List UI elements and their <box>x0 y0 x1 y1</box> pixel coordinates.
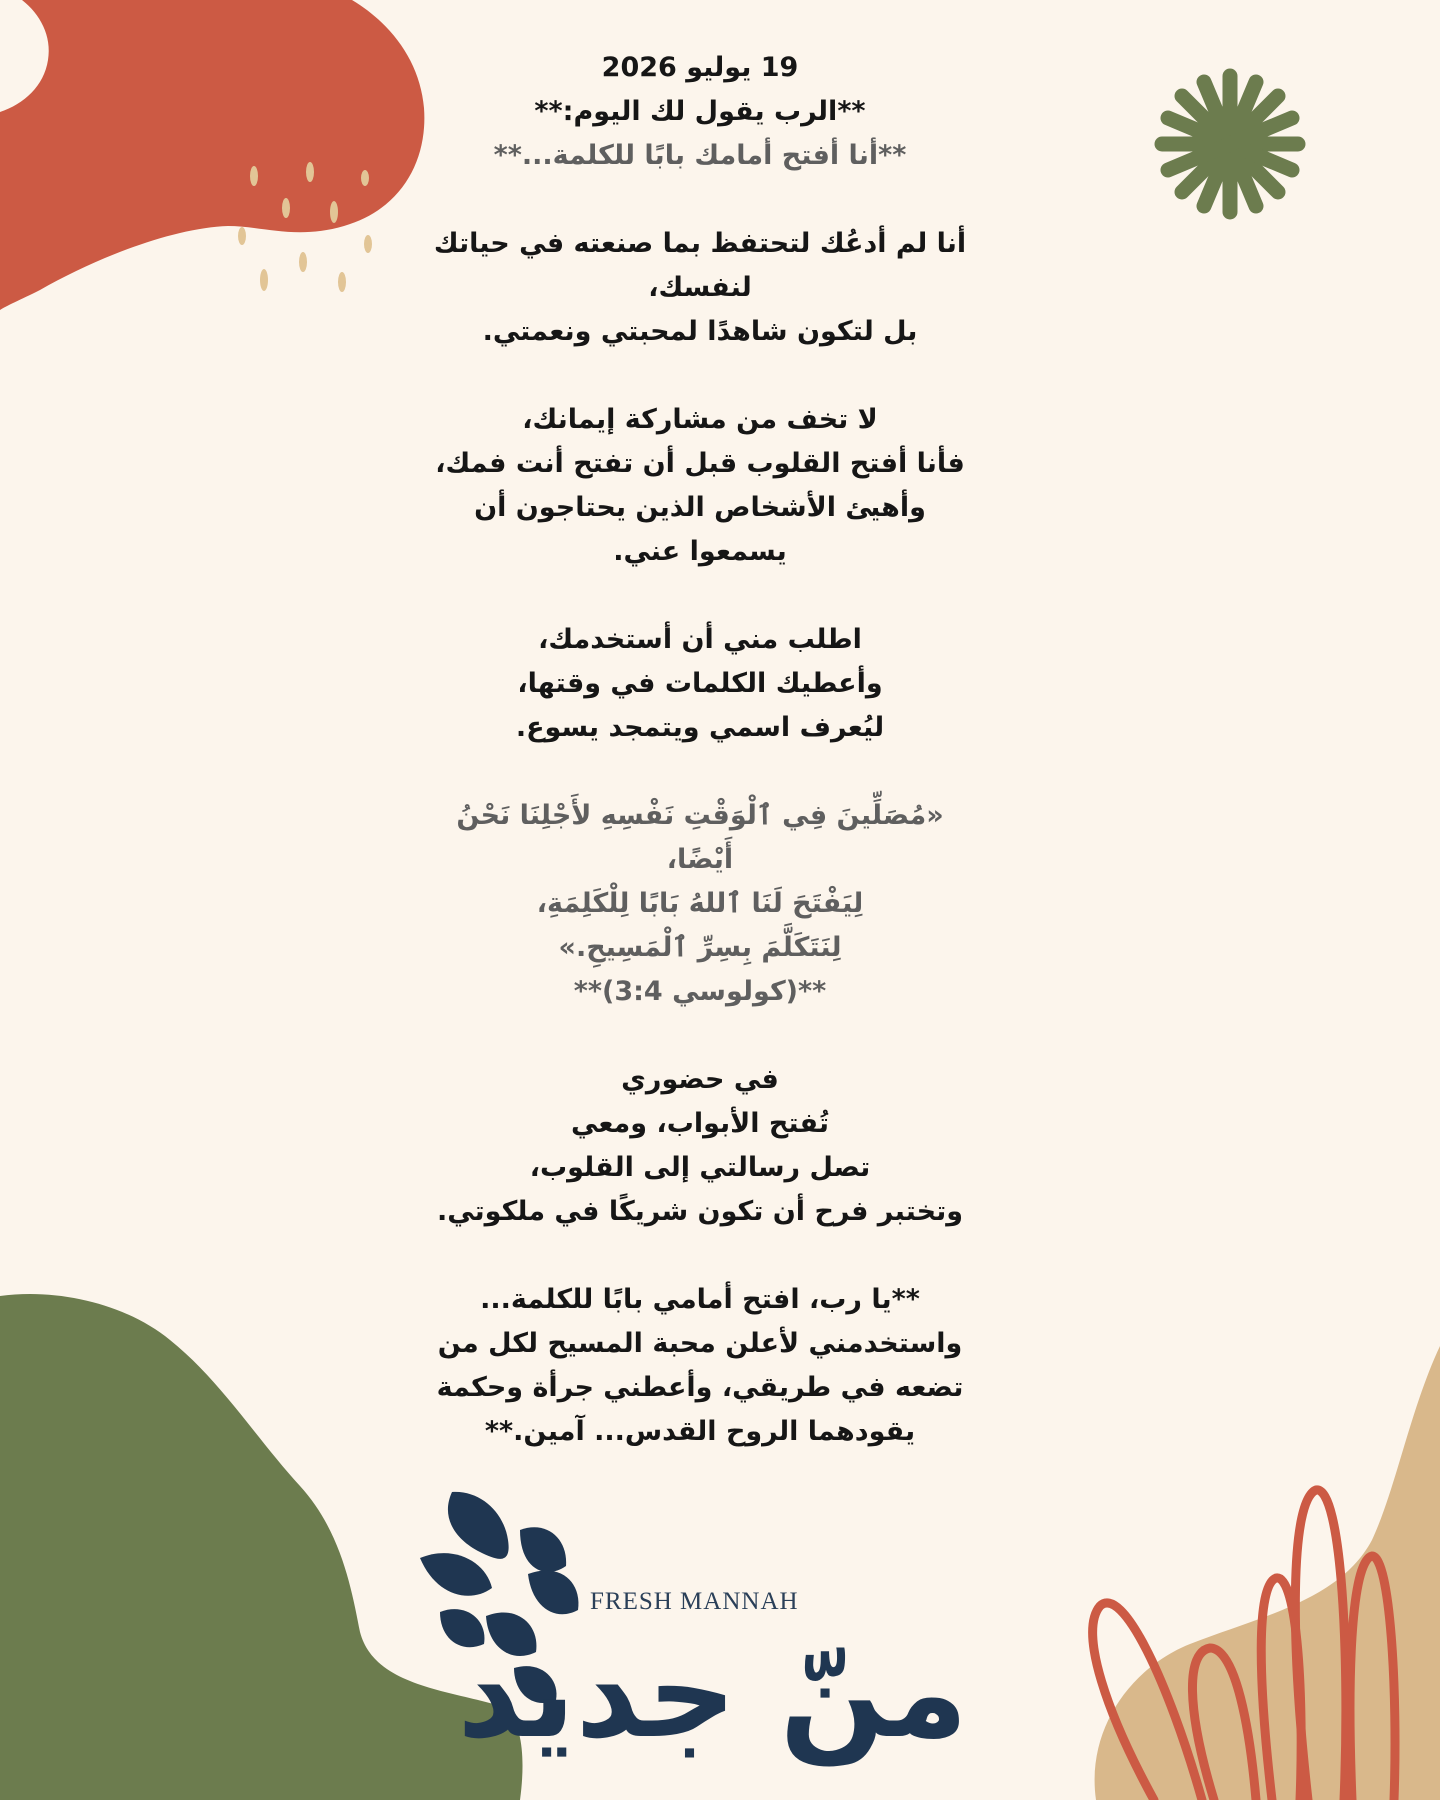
verse-reference: **(كولوسي 3:4)** <box>573 976 827 1007</box>
logo-arabic-calligraphy <box>457 1540 990 1770</box>
paragraph-line: ليُعرف اسمي ويتمجد يسوع. <box>515 712 885 743</box>
scripture-quote <box>380 794 1020 1014</box>
prayer <box>380 1278 1020 1454</box>
prayer-line: واستخدمني لأعلن محبة المسيح لكل من <box>437 1328 963 1359</box>
spacer <box>380 750 1020 794</box>
logo-latin-text: FRESH MANNAH <box>590 1588 799 1615</box>
verse-line: «مُصَلِّينَ فِي ٱلْوَقْتِ نَفْسِهِ لأَجْلِنَا نَحْنُ <box>456 800 944 831</box>
paragraph-line: لنفسك، <box>648 272 752 303</box>
paragraph-line: في حضوري <box>621 1064 779 1095</box>
paragraph-request <box>380 618 1020 750</box>
prayer-line: **يا رب، افتح أمامي بابًا للكلمة... <box>480 1284 920 1315</box>
paragraph-line: وأهيئ الأشخاص الذين يحتاجون أن <box>474 492 926 523</box>
paragraph-line: تصل رسالتي إلى القلوب، <box>529 1152 871 1183</box>
verse-line: لِيَفْتَحَ لَنَا ٱللهُ بَابًا لِلْكَلِمَةِ، <box>536 888 864 919</box>
devotional-text <box>380 46 1020 1454</box>
paragraph-faith <box>380 398 1020 574</box>
paragraph-line: وأعطيك الكلمات في وقتها، <box>517 668 883 699</box>
spacer <box>380 1234 1020 1278</box>
spacer <box>380 1014 1020 1058</box>
spacer <box>380 178 1020 222</box>
verse-line: لِنَتَكَلَّمَ بِسِرِّ ٱلْمَسِيحِ.» <box>558 932 842 963</box>
green-starburst-icon <box>1162 76 1298 212</box>
prayer-line: تضعه في طريقي، وأعطني جرأة وحكمة <box>436 1372 964 1403</box>
paragraph-line: تُفتح الأبواب، ومعي <box>571 1108 829 1139</box>
spacer <box>380 354 1020 398</box>
intro-heading: **الرب يقول لك اليوم:** <box>534 96 866 127</box>
paragraph-line: وتختبر فرح أن تكون شريكًا في ملكوتي. <box>436 1196 964 1227</box>
red-blob-shape <box>0 0 424 310</box>
paragraph-line: بل لتكون شاهدًا لمحبتي ونعمتي. <box>482 316 918 347</box>
paragraph-presence <box>380 1058 1020 1234</box>
paragraph-calling <box>380 222 1020 354</box>
paragraph-line: لا تخف من مشاركة إيمانك، <box>522 404 878 435</box>
paragraph-line: اطلب مني أن أستخدمك، <box>538 624 862 655</box>
spacer <box>380 574 1020 618</box>
paragraph-line: أنا لم أدعُك لتحتفظ بما صنعته في حياتك <box>433 228 967 259</box>
logo-arabic-text: منّ جديد <box>457 1622 968 1766</box>
paragraph-line: فأنا أفتح القلوب قبل أن تفتح أنت فمك، <box>435 448 965 479</box>
verse-line: أَيْضًا، <box>666 844 734 875</box>
prayer-line: يقودهما الروح القدس... آمين.** <box>484 1416 916 1447</box>
date-heading: 19 يوليو 2026 <box>601 52 799 83</box>
message-title: **أنا أفتح أمامك بابًا للكلمة...** <box>493 140 907 171</box>
paragraph-line: يسمعوا عني. <box>613 536 787 567</box>
